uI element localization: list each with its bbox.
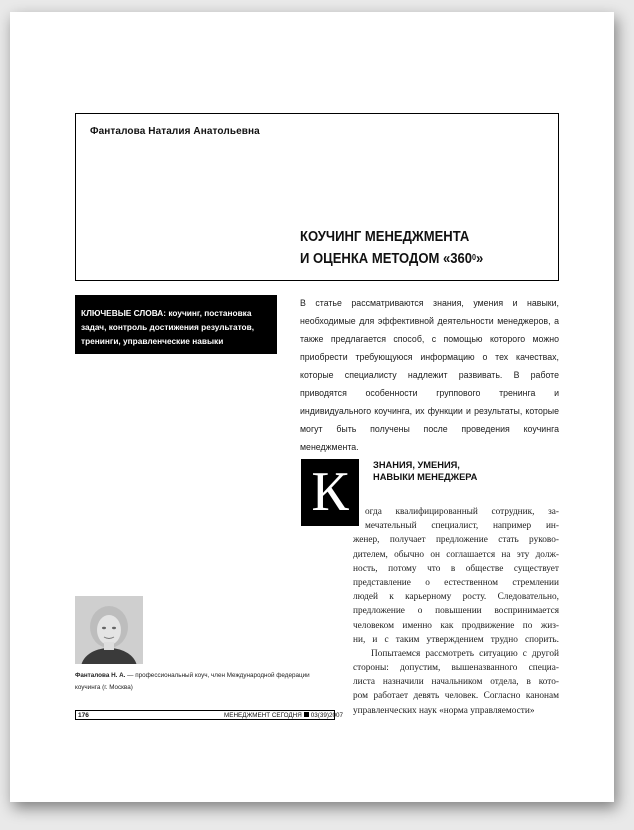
body-line: ность, потому что в обществе существует <box>353 563 559 574</box>
article-body <box>353 505 559 718</box>
author-portrait-icon <box>75 596 143 664</box>
body-line: ни, и с таким утверждением трудно спорить. <box>353 634 559 645</box>
body-line: представление о естественном стремлении <box>353 577 559 588</box>
body-line: огда квалифицированный сотрудник, за- <box>365 507 559 517</box>
square-separator-icon <box>304 712 309 717</box>
body-line: управленческих наук «норма управляемости» <box>353 705 535 716</box>
page-number: 176 <box>78 712 89 719</box>
author-name: Фанталова Наталия Анатольевна <box>90 126 260 137</box>
body-line: ром работает девять человек. Согласно канонам <box>353 691 559 702</box>
body-line: мечательный специалист, например ин- <box>365 521 559 532</box>
title-line-2: И ОЦЕНКА МЕТОДОМ «$360^0$» <box>300 251 484 267</box>
section-title: ЗНАНИЯ, УМЕНИЯ, НАВЫКИ МЕНЕДЖЕРА <box>373 460 478 482</box>
degree-mark: 0 <box>472 253 477 262</box>
body-line: людей к карьерному росту. Следовательно, <box>353 592 559 603</box>
journal-name: МЕНЕДЖМЕНТ СЕГОДНЯ 03(39)2007 <box>224 712 344 719</box>
body-line: человеком именно как продвижение по жиз- <box>353 620 559 631</box>
header-box <box>75 113 559 281</box>
body-line: женер, получает предложение стать руково- <box>353 535 559 546</box>
body-line: листа назначили начальником отдела, в кото- <box>353 677 559 688</box>
author-photo <box>75 596 143 664</box>
body-line: Попытаемся рассмотреть ситуацию с другой <box>371 648 559 659</box>
abstract-text: В статье рассматриваются знания, умения и навыки, необходимые для эффективной деятельности менеджеров, а также предлагается способ, с помощью которого можно приобрести требующуюся информацию о тех качествах, которые специалисту надлежит развивать. В работе приводятся особенности группового тренинга и индивидуального коучинга, их функции и результаты, которые могут быть получены после проведения коучинга менеджмента. <box>300 298 559 452</box>
article-title <box>300 226 483 270</box>
keywords-box: КЛЮЧЕВЫЕ СЛОВА: коучинг, постановка задач, контроль достижения результатов, тренинги, управленческие навыки <box>75 295 277 354</box>
document-page <box>10 12 614 802</box>
body-line: предложение о повышении воспринимается <box>353 606 559 617</box>
body-line: дителем, обычно он соглашается на эту долж- <box>353 549 559 560</box>
body-line: стороны: допустим, вышеназванного специа- <box>353 663 559 674</box>
drop-cap: К <box>301 459 359 526</box>
title-line-1: КОУЧИНГ МЕНЕДЖМЕНТА <box>300 229 470 245</box>
author-bio: Фанталова Н. А. — профессиональный коуч, член Международной федерации коучинга (г. Москва) <box>75 672 310 691</box>
